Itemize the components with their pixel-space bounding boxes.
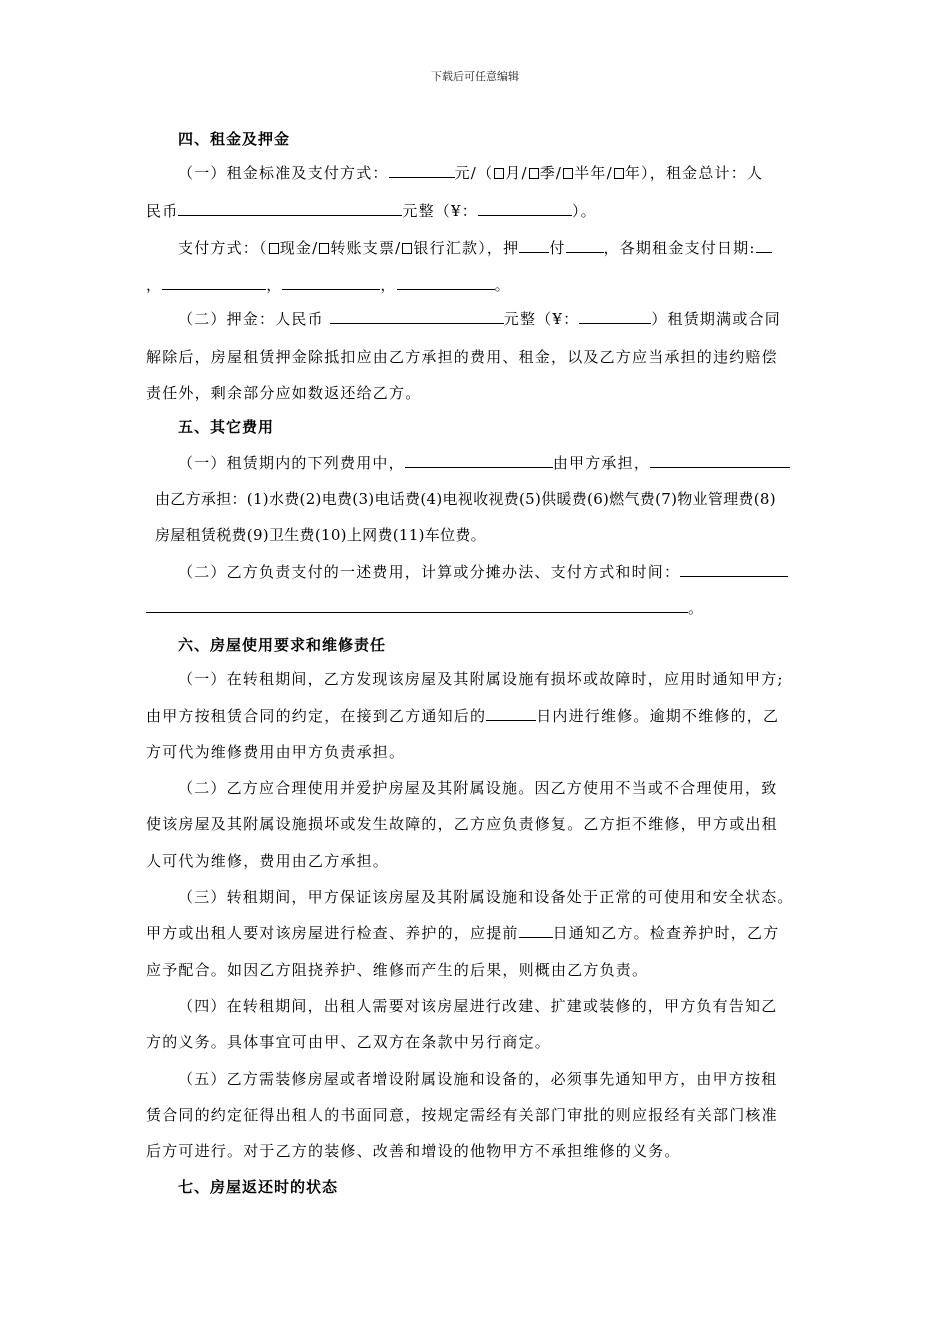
- closing-paren: ）。: [571, 202, 597, 220]
- party-a-borne-label: 由甲方承担，: [552, 454, 651, 472]
- year-checkbox[interactable]: [614, 168, 624, 179]
- section-heading-5: 五、其它费用: [178, 418, 275, 436]
- payment-date-blank-2[interactable]: [162, 274, 266, 290]
- deposit-amount-blank[interactable]: [330, 308, 504, 324]
- deposit-yuan-label: 元整（¥：: [503, 310, 580, 328]
- page-header: 下载后可任意编辑: [431, 70, 519, 83]
- half-year-checkbox[interactable]: [563, 168, 573, 179]
- check-label: 转账支票/: [330, 239, 402, 257]
- fee-method-blank-1[interactable]: [680, 561, 788, 577]
- repair-days-tail: 日内进行维修。逾期不维修的，乙: [536, 707, 780, 725]
- cash-label: 现金/: [279, 239, 319, 257]
- fee-method-blank-2[interactable]: [146, 597, 688, 613]
- deposit-figure-blank[interactable]: [579, 308, 651, 324]
- paragraph-line: 应予配合。如因乙方阻挠养护、维修而产生的后果，则概由乙方负责。: [146, 961, 649, 979]
- party-b-fees-blank[interactable]: [650, 452, 790, 468]
- section-heading-6: 六、房屋使用要求和维修责任: [178, 636, 387, 654]
- payment-date-blank-1[interactable]: [756, 237, 772, 253]
- rent-standard-label: （一）租金标准及支付方式：: [178, 164, 389, 182]
- rent-total-line: [146, 200, 597, 221]
- rmb-label: 民币: [146, 202, 179, 220]
- repair-days-label: 由甲方按租赁合同的约定，在接到乙方通知后的: [146, 707, 487, 725]
- quarter-label: 季/: [539, 164, 563, 182]
- payment-date-blank-4[interactable]: [397, 274, 495, 290]
- paragraph-line: 方的义务。具体事宜可由甲、乙双方在条款中另行商定。: [146, 1033, 552, 1051]
- deposit-rmb-label: （二）押金：人民币: [178, 310, 330, 328]
- rent-total-blank[interactable]: [178, 200, 402, 216]
- comma-1: ，: [146, 276, 163, 294]
- period: 。: [688, 599, 705, 617]
- notice-days-tail: 日通知乙方。检查养护时，乙方: [552, 924, 780, 942]
- paragraph-line: 房屋租赁税费(9)卫生费(10)上网费(11)车位费。: [155, 526, 486, 544]
- repair-days-line: [146, 705, 779, 726]
- quarter-checkbox[interactable]: [529, 168, 539, 179]
- repair-days-blank[interactable]: [486, 705, 536, 721]
- paragraph-line: 赁合同的约定征得出租人的书面同意，按规定需经有关部门审批的则应报经有关部门核准: [146, 1106, 778, 1124]
- party-a-fees-blank[interactable]: [405, 452, 553, 468]
- paragraph-line: 责任外，剩余部分应如数返还给乙方。: [146, 384, 422, 402]
- fees-label: （一）租赁期内的下列费用中，: [178, 454, 405, 472]
- fee-method-label: （二）乙方负责支付的一述费用，计算或分摊办法、支付方式和时间：: [178, 563, 681, 581]
- paragraph-line: （五）乙方需装修房屋或者增设附属设施和设备的，必须事先通知甲方，由甲方按租: [178, 1070, 778, 1088]
- remittance-checkbox[interactable]: [402, 243, 412, 254]
- notice-days-blank[interactable]: [519, 922, 553, 938]
- paragraph-line: （四）在转租期间，出租人需要对该房屋进行改建、扩建或装修的，甲方负有告知乙: [178, 997, 778, 1015]
- rent-standard-line: [178, 162, 763, 183]
- paragraph-line: 人可代为维修，费用由乙方承担。: [146, 852, 390, 870]
- rent-unit-label: 元/（: [454, 164, 494, 182]
- payment-method-label: 支付方式：（: [178, 239, 268, 257]
- yuan-label: 元整（¥：: [402, 202, 478, 220]
- deposit-line: [178, 308, 781, 329]
- paragraph-line: 由乙方承担：(1)水费(2)电费(3)电话费(4)电视收视费(5)供暖费(6)燃气费(7)物业管理费(8): [155, 490, 776, 508]
- half-year-label: 半年/: [574, 164, 613, 182]
- paragraph-line: （二）乙方应合理使用并爱护房屋及其附属设施。因乙方使用不当或不合理使用，致: [178, 779, 778, 797]
- section-heading-4: 四、租金及押金: [178, 130, 291, 148]
- paragraph-line: 使该房屋及其附属设施损坏或发生故障的，乙方应负责修复。乙方拒不维修，甲方或出租: [146, 815, 778, 833]
- rent-total-label: 年），租金总计：人: [624, 164, 764, 182]
- pay-label: 付: [549, 239, 566, 257]
- payment-method-line: [178, 237, 772, 258]
- pay-months-blank[interactable]: [566, 237, 604, 253]
- paragraph-line: （三）转租期间，甲方保证该房屋及其附属设施和设备处于正常的可使用和安全状态。: [178, 888, 794, 906]
- payment-date-blank-3[interactable]: [282, 274, 380, 290]
- deposit-months-blank[interactable]: [519, 237, 549, 253]
- paragraph-line: 后方可进行。对于乙方的装修、改善和增设的他物甲方不承担维修的义务。: [146, 1142, 681, 1160]
- notice-days-line: [146, 922, 779, 943]
- section-heading-7: 七、房屋返还时的状态: [178, 1178, 339, 1196]
- paragraph-line: 解除后，房屋租赁押金除抵扣应由乙方承担的费用、租金，以及乙方应当承担的违约赔偿: [146, 348, 778, 366]
- comma-2: ，: [266, 276, 283, 294]
- rent-amount-blank[interactable]: [389, 162, 455, 178]
- rent-total-figure-blank[interactable]: [478, 200, 572, 216]
- paragraph-line: （一）在转租期间，乙方发现该房屋及其附属设施有损坏或故障时，应用时通知甲方;: [178, 670, 784, 688]
- fees-line: [178, 452, 790, 473]
- fee-method-line: [178, 561, 788, 582]
- cash-checkbox[interactable]: [269, 243, 279, 254]
- comma-3: ，: [380, 276, 397, 294]
- fee-method-line-2: [146, 597, 704, 618]
- check-checkbox[interactable]: [319, 243, 329, 254]
- payment-dates-label: ，各期租金支付日期:: [603, 239, 756, 257]
- month-checkbox[interactable]: [494, 168, 504, 179]
- deposit-label: 银行汇款），押: [413, 239, 520, 257]
- period: 。: [494, 276, 511, 294]
- payment-dates-line: [146, 274, 511, 295]
- month-label: 月/: [505, 164, 528, 182]
- paragraph-line: 方可代为维修费用由甲方负责承担。: [146, 743, 406, 761]
- notice-days-label: 甲方或出租人要对该房屋进行检查、养护的，应提前: [146, 924, 519, 942]
- deposit-tail-label: ）租赁期满或合同: [651, 310, 781, 328]
